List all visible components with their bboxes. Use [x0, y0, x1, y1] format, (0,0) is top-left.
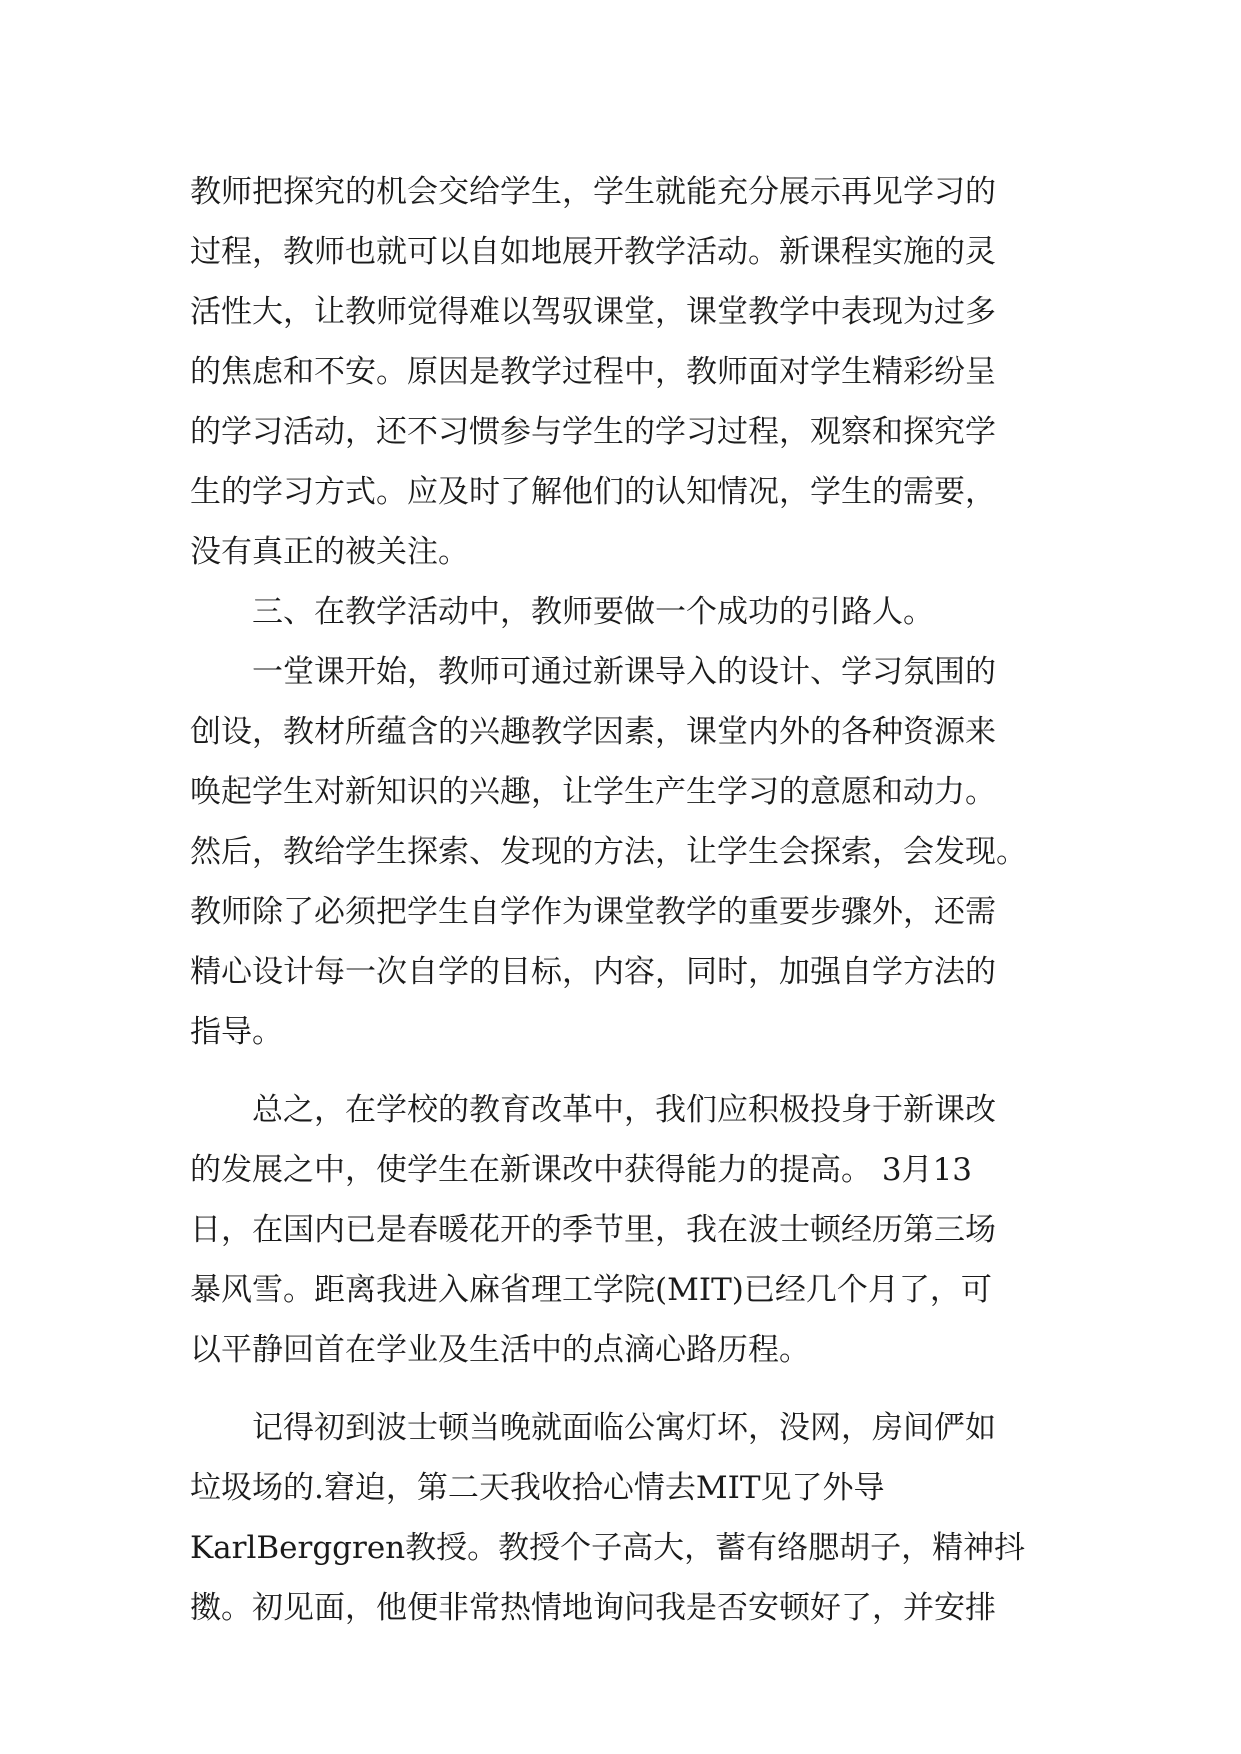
- text-line: 垃圾场的.窘迫，第二天我收拾心情去MIT见了外导: [190, 1470, 885, 1506]
- text-line: 的焦虑和不安。原因是教学过程中，教师面对学生精彩纷呈: [190, 354, 996, 390]
- text-line: 暴风雪。距离我进入麻省理工学院(MIT)已经几个月了，可: [190, 1272, 992, 1308]
- text-line: 的学习活动，还不习惯参与学生的学习过程，观察和探究学: [190, 414, 996, 450]
- text-line: 日，在国内已是春暖花开的季节里，我在波士顿经历第三场: [190, 1212, 996, 1248]
- text-line: 没有真正的被关注。: [190, 534, 469, 570]
- text-line: 总之，在学校的教育改革中，我们应积极投身于新课改: [190, 1092, 996, 1128]
- text-line: 生的学习方式。应及时了解他们的认知情况，学生的需要，: [190, 474, 996, 510]
- paragraph: [190, 162, 1060, 582]
- text-line: 然后，教给学生探索、发现的方法，让学生会探索，会发现。: [190, 834, 1027, 870]
- text-line: 指导。: [190, 1014, 283, 1050]
- paragraph-spacer: [190, 1062, 1060, 1080]
- text-line: 教师把探究的机会交给学生，学生就能充分展示再见学习的: [190, 174, 996, 210]
- text-line: 教师除了必须把学生自学作为课堂教学的重要步骤外，还需: [190, 894, 996, 930]
- paragraph-spacer: [190, 1380, 1060, 1398]
- text-line: 擞。初见面，他便非常热情地询问我是否安顿好了，并安排: [190, 1590, 996, 1626]
- text-line: 唤起学生对新知识的兴趣，让学生产生学习的意愿和动力。: [190, 774, 996, 810]
- paragraph: [190, 1398, 1060, 1638]
- text-line: 记得初到波士顿当晚就面临公寓灯坏，没网，房间俨如: [190, 1410, 996, 1446]
- text-line: 创设，教材所蕴含的兴趣教学因素，课堂内外的各种资源来: [190, 714, 996, 750]
- text-line: 的发展之中，使学生在新课改中获得能力的提高。 3月13: [190, 1152, 973, 1188]
- text-line: 以平静回首在学业及生活中的点滴心路历程。: [190, 1332, 810, 1368]
- text-line: KarlBerggren教授。教授个子高大，蓄有络腮胡子，精神抖: [190, 1530, 1026, 1566]
- paragraph: [190, 642, 1060, 1062]
- text-line: 精心设计每一次自学的目标，内容，同时，加强自学方法的: [190, 954, 996, 990]
- text-line: 一堂课开始，教师可通过新课导入的设计、学习氛围的: [190, 654, 996, 690]
- section-heading: [190, 582, 1060, 642]
- body-text: [190, 162, 1060, 1638]
- text-line: 过程，教师也就可以自如地展开教学活动。新课程实施的灵: [190, 234, 996, 270]
- text-line: 三、在教学活动中，教师要做一个成功的引路人。: [190, 594, 934, 630]
- text-line: 活性大，让教师觉得难以驾驭课堂，课堂教学中表现为过多: [190, 294, 996, 330]
- paragraph: [190, 1080, 1060, 1380]
